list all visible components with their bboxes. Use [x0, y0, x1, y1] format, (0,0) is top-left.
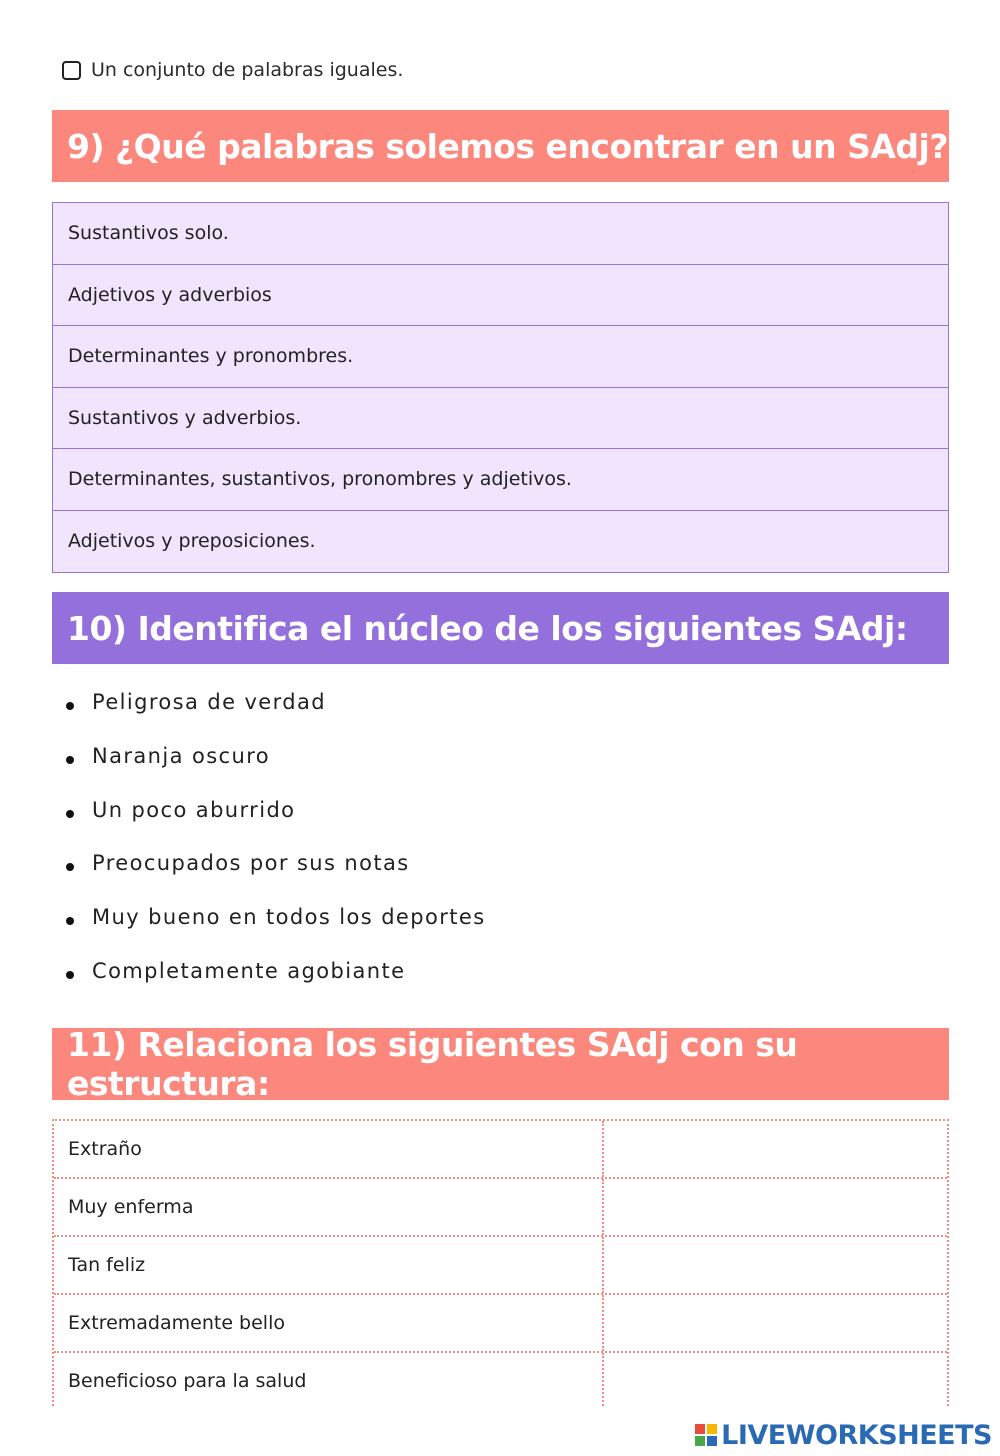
list-item-text: Un poco aburrido [92, 797, 296, 822]
table-row [54, 1179, 947, 1237]
option-label: Sustantivos y adverbios. [68, 406, 302, 429]
list-item [66, 744, 486, 798]
table-row [54, 1121, 947, 1179]
option-label: Determinantes y pronombres. [68, 345, 354, 368]
match-term-text: Extraño [68, 1138, 142, 1160]
brand-name: LIVEWORKSHEETS [721, 1419, 992, 1451]
match-term [54, 1121, 604, 1177]
question-10-header [52, 592, 949, 664]
list-item [66, 798, 486, 852]
list-item [66, 851, 486, 905]
bullet-icon [66, 702, 74, 710]
top-option-label: Un conjunto de palabras iguales. [91, 59, 404, 81]
question-10-list [66, 690, 486, 1013]
list-item [66, 959, 486, 1013]
option-item[interactable] [53, 449, 948, 511]
match-drop-zone[interactable] [604, 1353, 947, 1406]
option-item[interactable] [53, 326, 948, 388]
list-item-text: Preocupados por sus notas [92, 851, 410, 876]
match-term [54, 1237, 604, 1293]
option-item[interactable] [53, 388, 948, 450]
match-term [54, 1295, 604, 1351]
option-label: Adjetivos y adverbios [68, 283, 272, 306]
question-10-title: 10) Identifica el núcleo de los siguientes SAdj: [67, 608, 908, 648]
list-item [66, 905, 486, 959]
question-11-match-table [52, 1119, 949, 1406]
option-label: Determinantes, sustantivos, pronombres y adjetivos. [68, 468, 572, 491]
list-item-text: Muy bueno en todos los deportes [92, 905, 486, 930]
list-item-text: Naranja oscuro [92, 743, 271, 768]
bullet-icon [66, 810, 74, 818]
bullet-icon [66, 756, 74, 764]
question-9-title: 9) ¿Qué palabras solemos encontrar en un SAdj? [67, 126, 948, 166]
match-drop-zone[interactable] [604, 1179, 947, 1235]
question-11-header [52, 1025, 949, 1103]
list-item-text: Completamente agobiante [92, 958, 406, 983]
option-item[interactable] [53, 203, 948, 265]
option-item[interactable] [53, 511, 948, 573]
match-term-text: Extremadamente bello [68, 1312, 285, 1334]
list-item-text: Peligrosa de verdad [92, 690, 327, 714]
table-row [54, 1353, 947, 1406]
liveworksheets-brand[interactable] [695, 1420, 992, 1450]
question-9-header [52, 110, 949, 182]
table-row [54, 1237, 947, 1295]
match-term [54, 1179, 604, 1235]
bullet-icon [66, 971, 74, 979]
match-term-text: Beneficioso para la salud [68, 1370, 307, 1392]
match-term-text: Muy enferma [68, 1196, 194, 1218]
match-term-text: Tan feliz [68, 1254, 146, 1276]
liveworksheets-logo-icon [695, 1424, 717, 1446]
bullet-icon [66, 917, 74, 925]
list-item [66, 690, 486, 744]
option-item[interactable] [53, 265, 948, 327]
match-drop-zone[interactable] [604, 1121, 947, 1177]
question-9-options [52, 202, 949, 573]
table-row [54, 1295, 947, 1353]
checkbox-icon[interactable] [62, 61, 81, 80]
question-11-title: 11) Relaciona los siguientes SAdj con su estructura: [67, 1025, 798, 1103]
match-drop-zone[interactable] [604, 1295, 947, 1351]
option-label: Adjetivos y preposiciones. [68, 530, 316, 553]
match-drop-zone[interactable] [604, 1237, 947, 1293]
top-option[interactable] [62, 57, 403, 83]
match-term [54, 1353, 604, 1406]
option-label: Sustantivos solo. [68, 222, 229, 245]
bullet-icon [66, 863, 74, 871]
